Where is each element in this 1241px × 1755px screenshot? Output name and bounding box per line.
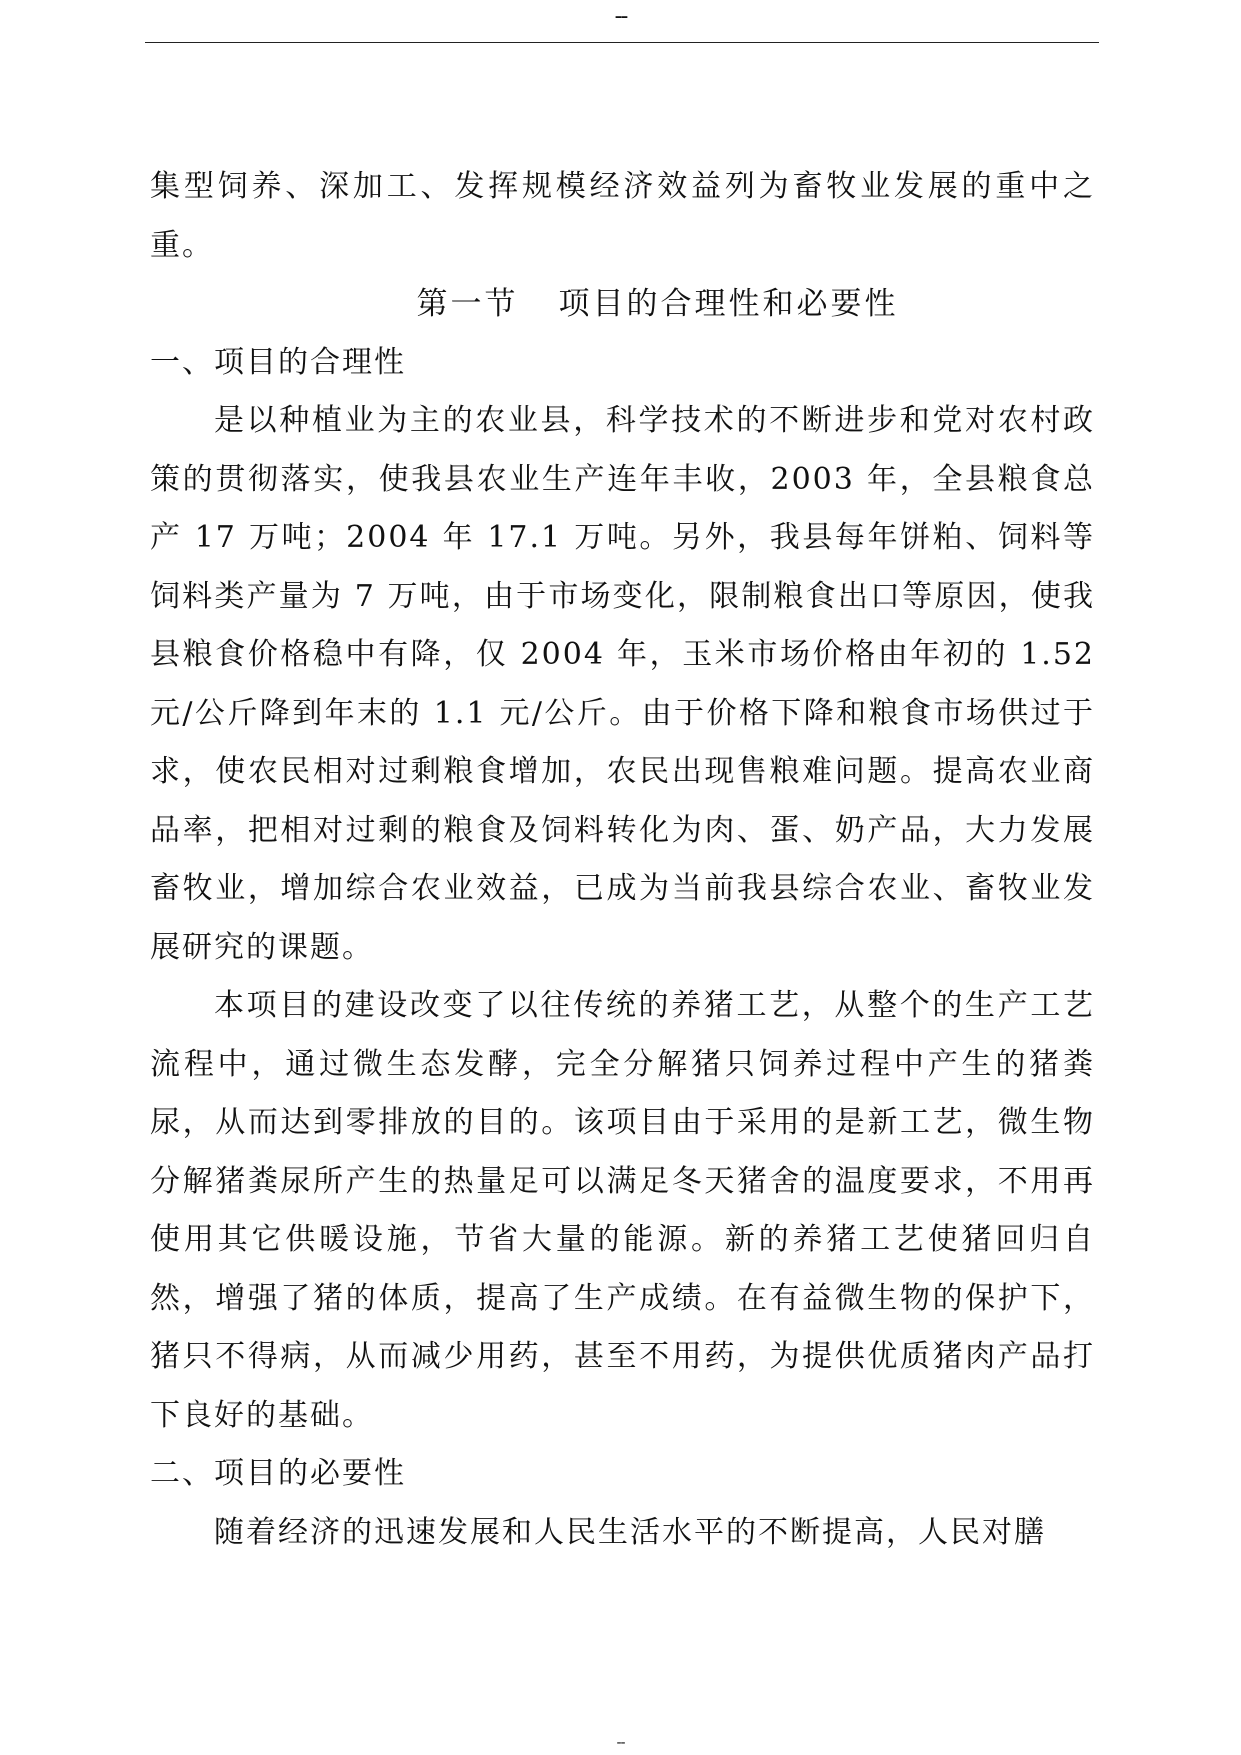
subheading-necessity: 二、项目的必要性 xyxy=(150,1456,406,1491)
paragraph-rationality-1: 是以种植业为主的农业县，科学技术的不断进步和党对农村政策的贯彻落实，使我县农业生产连年丰收，2003 年，全县粮食总产 17 万吨；2004 年 17.1 万吨。另外，我县每年饼粕、饲料等饲料类产量为 7 万吨，由于市场变化，限制粮食出口等原因，使我县粮食价格稳中有降，仅 2004 年，玉米市场价格由年初的 1.52 元/公斤降到年末的 1.1 元/公斤。由于价格下降和粮食市场供过于求，使农民相对过剩粮食增加，农民出现售粮难问题。提高农业商品率，把相对过剩的粮食及饲料转化为肉、蛋、奶产品，大力发展畜牧业，增加综合农业效益，已成为当前我县综合农业、畜牧业发展研究的课题。 xyxy=(150,403,1095,965)
subheading-rationality: 一、项目的合理性 xyxy=(150,344,406,380)
paragraph-continued: 集型饲养、深加工、发挥规模经济效益列为畜牧业发展的重中之重。 xyxy=(150,169,1095,263)
section-title-text: 项目的合理性和必要性 xyxy=(558,286,899,322)
section-title xyxy=(150,275,1095,334)
document-body xyxy=(150,158,1095,1562)
paragraph-necessity-1: 随着经济的迅速发展和人民生活水平的不断提高，人民对膳 xyxy=(214,1514,1046,1550)
section-title-number: 第一节 xyxy=(416,286,519,322)
page-footer-mark: -- xyxy=(616,1735,625,1751)
paragraph-rationality-2: 本项目的建设改变了以往传统的养猪工艺，从整个的生产工艺流程中，通过微生态发酵，完全分解猪只饲养过程中产生的猪粪尿，从而达到零排放的目的。该项目由于采用的是新工艺，微生物分解猪粪尿所产生的热量足可以满足冬天猪舍的温度要求，不用再使用其它供暖设施，节省大量的能源。新的养猪工艺使猪回归自然，增强了猪的体质，提高了生产成绩。在有益微生物的保护下，猪只不得病，从而减少用药，甚至不用药，为提供优质猪肉产品打下良好的基础。 xyxy=(150,988,1095,1433)
page-header-mark: -- xyxy=(614,4,627,29)
header-rule xyxy=(145,42,1099,43)
